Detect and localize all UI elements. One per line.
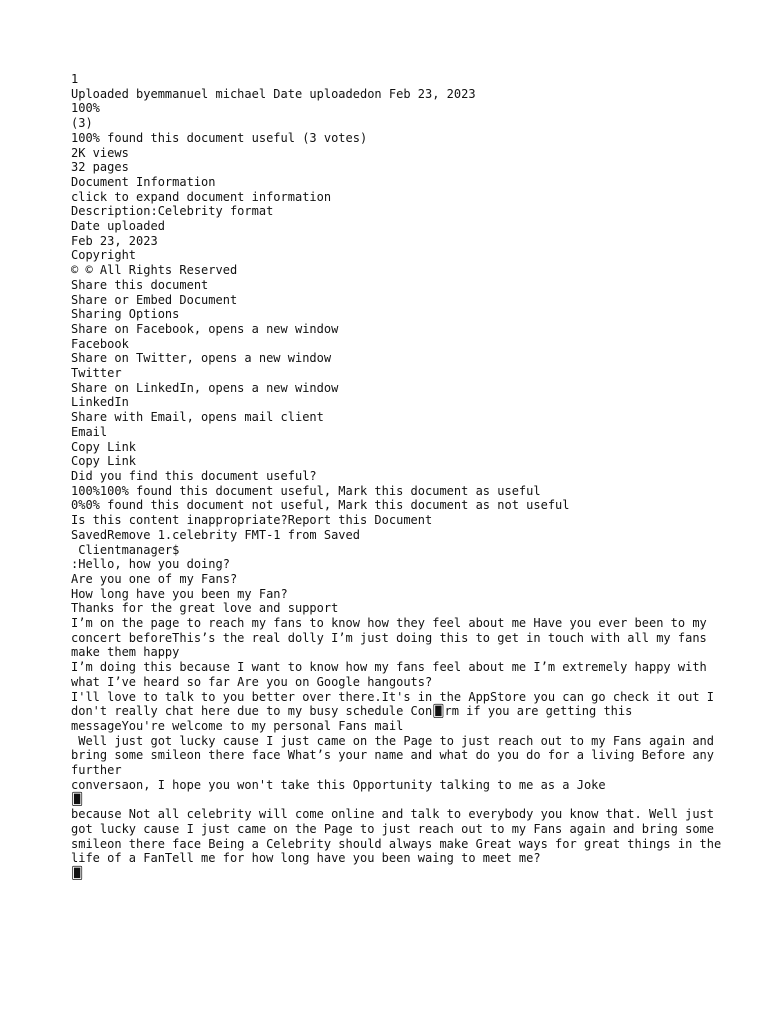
expand-document-info-link[interactable]: click to expand document information xyxy=(71,189,332,204)
document-info-heading: Document Information xyxy=(71,174,216,189)
linkedin-label: LinkedIn xyxy=(71,395,129,410)
body-paragraph: because Not all celebrity will come online and talk to everybody you know that. Well just got lucky cause I just came on the Page to just reach out to my Fans again and bring some smileon there face Being a Celebrity should always make Great ways for great things in the life of a FanTell me for how long have you been waing to meet me? xyxy=(71,807,729,866)
vote-count: (3) xyxy=(71,116,93,131)
copy-link-button[interactable]: Copy Link xyxy=(71,439,137,454)
body-line: How long have you been my Fan? xyxy=(71,586,288,601)
mark-useful-button[interactable]: 100%100% found this document useful, Mark this document as useful xyxy=(71,483,541,498)
share-linkedin-link[interactable]: Share on LinkedIn, opens a new window xyxy=(71,380,339,395)
useful-summary: 100% found this document useful (3 votes) xyxy=(71,130,368,145)
email-label: Email xyxy=(71,424,108,439)
body-line: Thanks for the great love and support xyxy=(71,601,339,616)
body-line: messageYou're welcome to my personal Fans mail xyxy=(71,718,404,733)
body-line: conversaon, I hope you won't take this Opportunity talking to me as a Joke xyxy=(71,777,606,792)
document-text xyxy=(71,72,731,881)
body-paragraph: I'll love to talk to you better over there.It's in the AppStore you can go check it out I don't really chat here due to my busy schedule Con🂠rm if you are getting this xyxy=(71,689,722,719)
mark-not-useful-button[interactable]: 0%0% found this document not useful, Mark this document as not useful xyxy=(71,498,570,513)
body-line: :Hello, how you doing? xyxy=(71,557,230,572)
feedback-question: Did you find this document useful? xyxy=(71,468,317,483)
share-email-link[interactable]: Share with Email, opens mail client xyxy=(71,410,324,425)
twitter-label: Twitter xyxy=(71,366,122,381)
sharing-options-heading: Sharing Options xyxy=(71,307,180,322)
glyph-placeholder: 🂠 xyxy=(71,792,84,807)
copyright-value: © © All Rights Reserved xyxy=(71,263,238,278)
page-number: 1 xyxy=(71,72,79,86)
share-twitter-link[interactable]: Share on Twitter, opens a new window xyxy=(71,351,332,366)
body-line: Clientmanager$ xyxy=(71,542,180,557)
date-uploaded-label: Date uploaded xyxy=(71,219,165,234)
date-uploaded-value: Feb 23, 2023 xyxy=(71,233,158,248)
copyright-label: Copyright xyxy=(71,248,137,263)
remove-from-saved-button[interactable]: SavedRemove 1.celebrity FMT-1 from Saved xyxy=(71,527,360,542)
rating-percent: 100% xyxy=(71,101,100,116)
share-embed-heading: Share or Embed Document xyxy=(71,292,238,307)
uploader-info: Uploaded byemmanuel michael Date uploadedon Feb 23, 2023 xyxy=(71,86,476,101)
copy-link-label: Copy Link xyxy=(71,454,137,469)
body-paragraph: Well just got lucky cause I just came on the Page to just reach out to my Fans again and bring some smileon there face What’s your name and what do you do for a living Before any further xyxy=(71,733,722,778)
facebook-label: Facebook xyxy=(71,336,129,351)
document-description: Description:Celebrity format xyxy=(71,204,274,219)
body-paragraph: I’m on the page to reach my fans to know how they feel about me Have you ever been to my concert beforeThis’s the real dolly I’m just doing this to get in touch with all my fans make them happy xyxy=(71,616,714,660)
view-count: 2K views xyxy=(71,145,129,160)
body-paragraph: I’m doing this because I want to know how my fans feel about me I’m extremely happy with what I’ve heard so far Are you on Google hangouts? xyxy=(71,660,714,689)
report-document-link[interactable]: Is this content inappropriate?Report this Document xyxy=(71,513,433,528)
body-line: Are you one of my Fans? xyxy=(71,571,238,586)
share-facebook-link[interactable]: Share on Facebook, opens a new window xyxy=(71,321,339,336)
glyph-placeholder: 🂠 xyxy=(71,865,84,880)
share-document-button[interactable]: Share this document xyxy=(71,277,209,292)
page-count: 32 pages xyxy=(71,160,129,175)
